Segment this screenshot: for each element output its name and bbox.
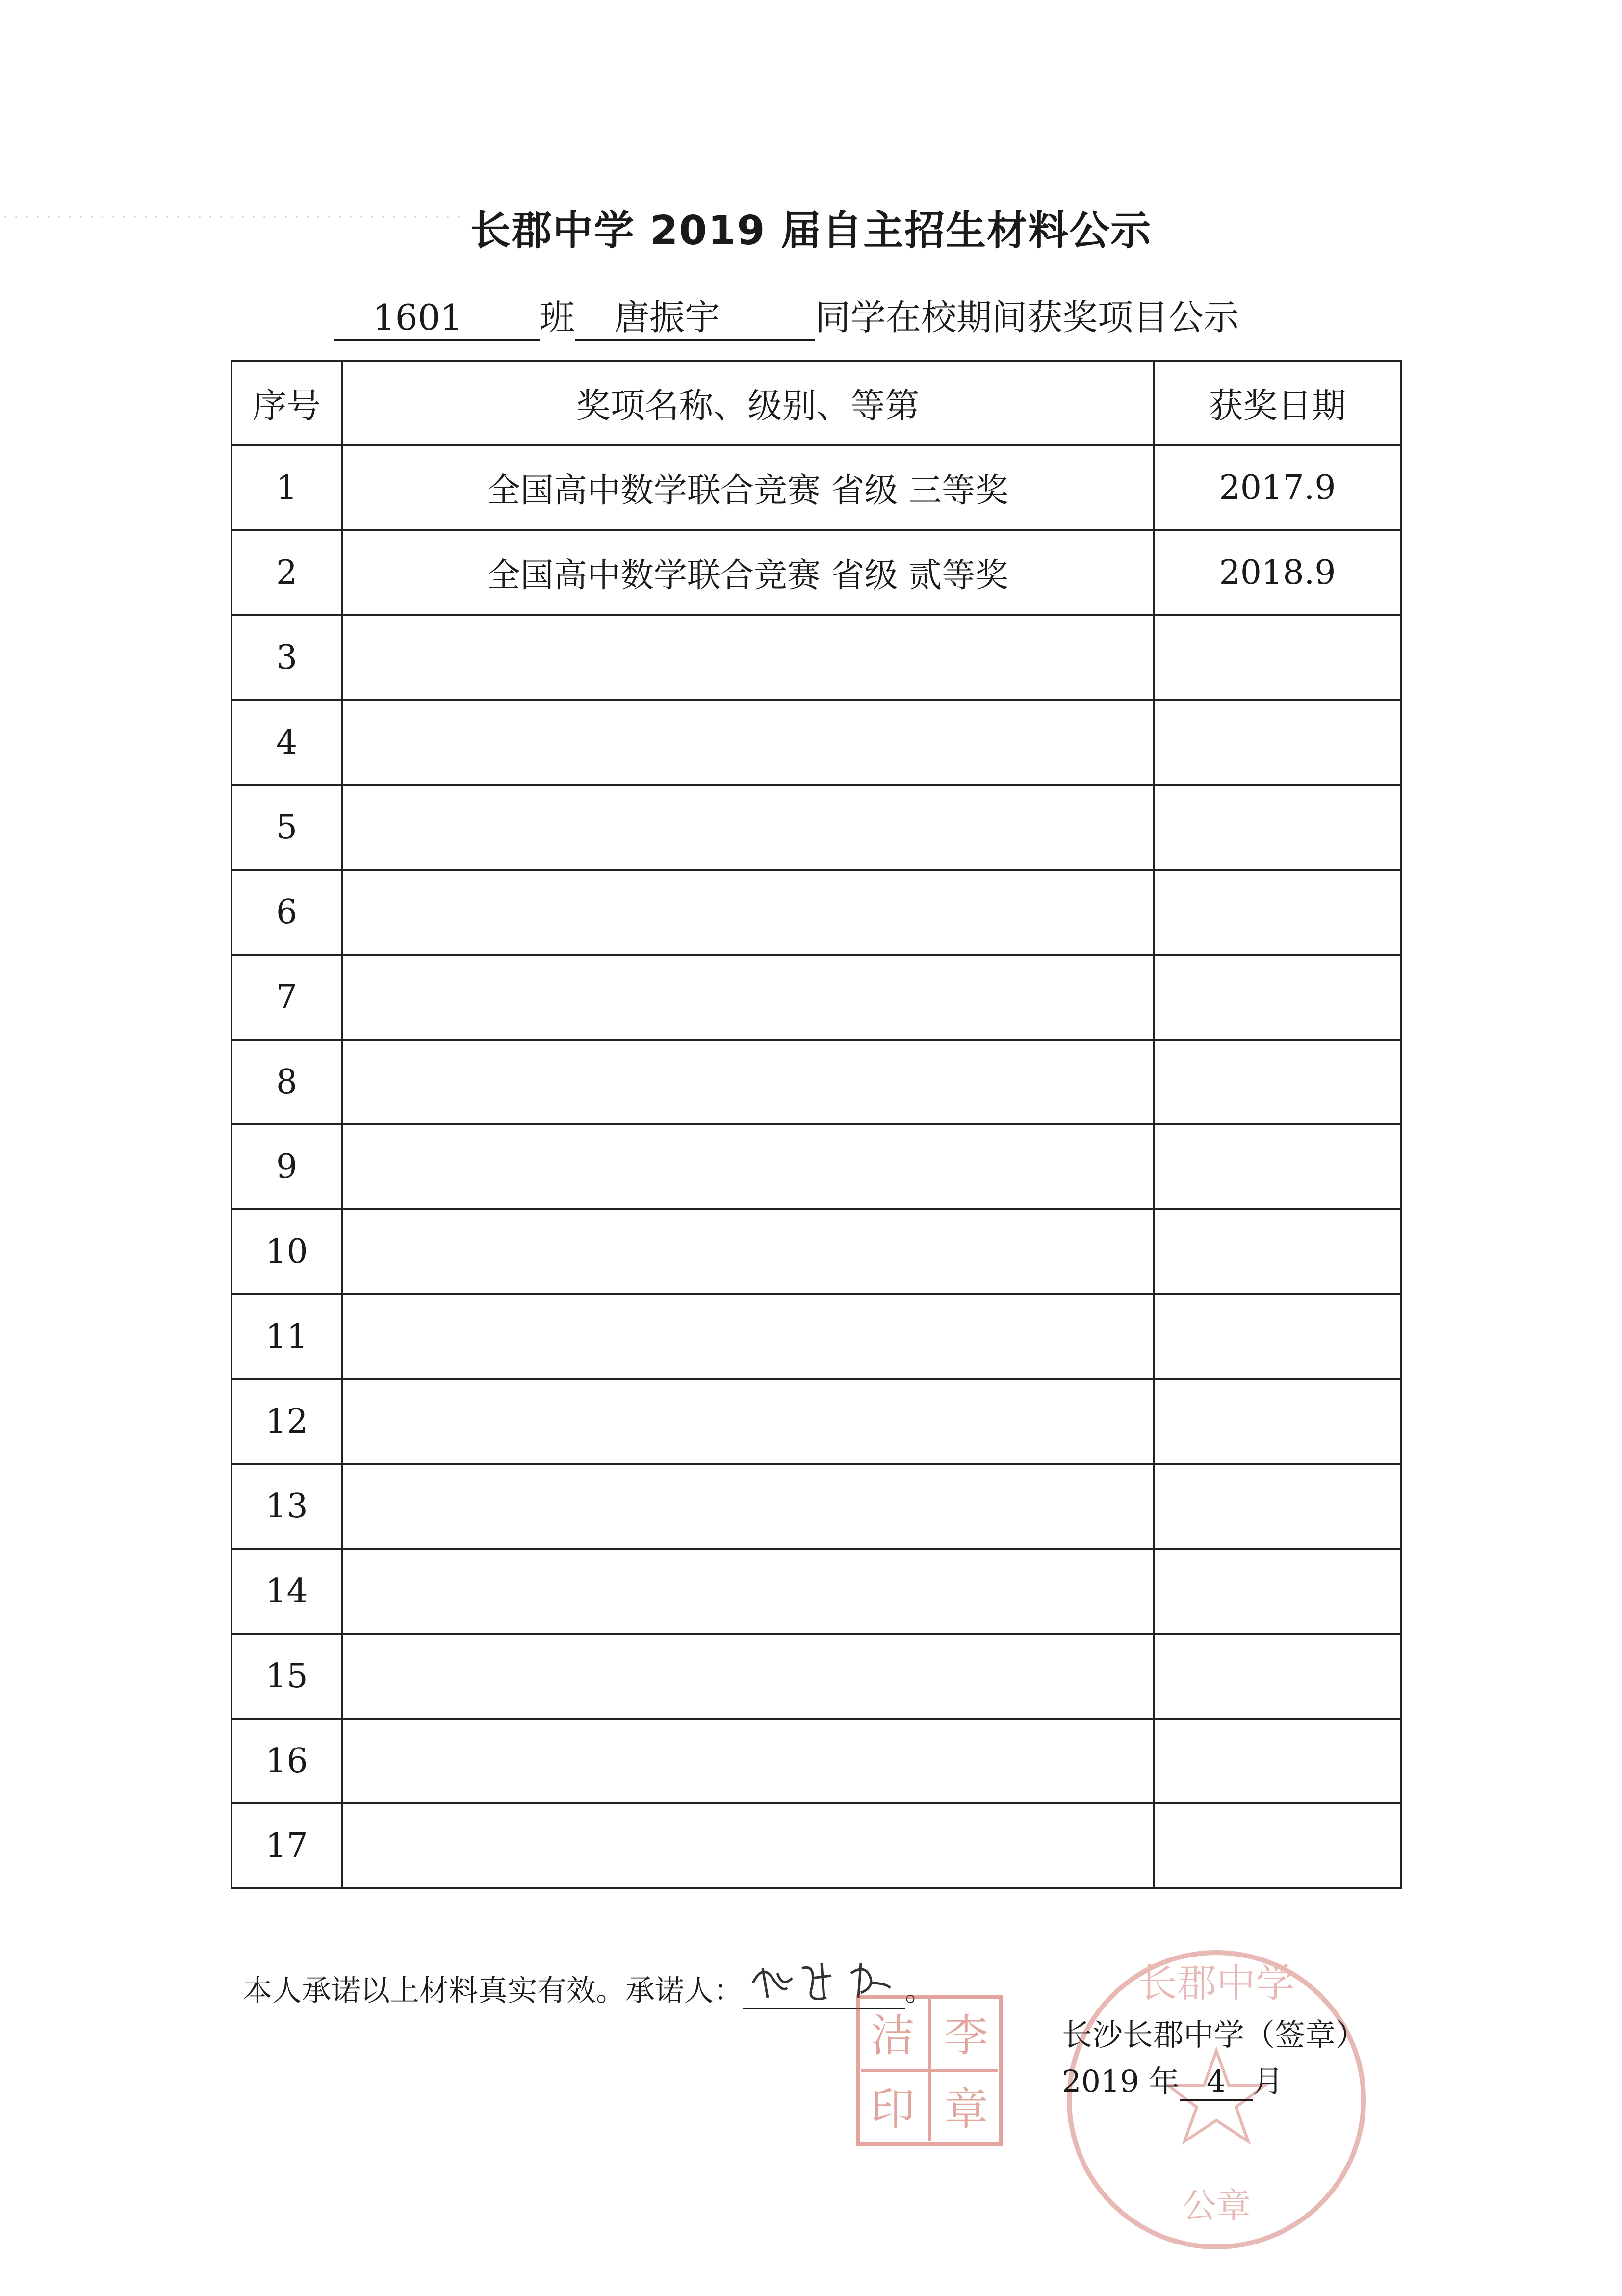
table-row bbox=[232, 615, 1401, 700]
table-row bbox=[232, 1379, 1401, 1464]
row-number: 4 bbox=[232, 700, 342, 785]
table-row bbox=[232, 1040, 1401, 1124]
class-number-field: 1601 bbox=[334, 296, 540, 341]
table-row bbox=[232, 445, 1401, 530]
award-date-cell bbox=[1154, 1124, 1401, 1209]
award-name-cell bbox=[342, 700, 1154, 785]
row-number: 10 bbox=[232, 1209, 342, 1294]
row-number: 13 bbox=[232, 1464, 342, 1549]
row-number: 12 bbox=[232, 1379, 342, 1464]
sign-year: 2019 年 bbox=[1062, 2063, 1180, 2099]
school-signature-label: 长沙长郡中学（签章） bbox=[1062, 2017, 1366, 2053]
header-date: 获奖日期 bbox=[1154, 361, 1401, 445]
table-row bbox=[232, 1803, 1401, 1888]
subtitle-suffix: 同学在校期间获奖项目公示 bbox=[815, 297, 1239, 338]
promise-end: 。 bbox=[905, 1974, 934, 2008]
award-name-cell bbox=[342, 1803, 1154, 1888]
row-number: 17 bbox=[232, 1803, 342, 1888]
table-row bbox=[232, 870, 1401, 955]
header-no: 序号 bbox=[232, 361, 342, 445]
award-name-cell bbox=[342, 1379, 1154, 1464]
award-name-cell bbox=[342, 1124, 1154, 1209]
awards-table bbox=[231, 360, 1402, 1889]
row-number: 5 bbox=[232, 785, 342, 870]
header-award: 奖项名称、级别、等第 bbox=[342, 361, 1154, 445]
award-date-cell bbox=[1154, 870, 1401, 955]
award-name-cell bbox=[342, 955, 1154, 1040]
svg-text:洁: 洁 bbox=[871, 2010, 915, 2061]
row-number: 9 bbox=[232, 1124, 342, 1209]
row-number: 1 bbox=[232, 445, 342, 530]
award-name-cell bbox=[342, 1719, 1154, 1803]
svg-text:公章: 公章 bbox=[1182, 2186, 1251, 2226]
student-name-field: 唐振宇 bbox=[575, 296, 815, 341]
table-row bbox=[232, 785, 1401, 870]
award-date-cell bbox=[1154, 1549, 1401, 1634]
award-date-cell bbox=[1154, 1803, 1401, 1888]
svg-text:李: 李 bbox=[944, 2010, 988, 2061]
row-number: 11 bbox=[232, 1294, 342, 1379]
award-date-cell bbox=[1154, 700, 1401, 785]
table-row bbox=[232, 1464, 1401, 1549]
svg-text:长郡中学: 长郡中学 bbox=[1138, 1960, 1295, 2006]
award-name-cell bbox=[342, 785, 1154, 870]
award-name-cell: 全国高中数学联合竞赛 省级 三等奖 bbox=[342, 445, 1154, 530]
award-date-cell bbox=[1154, 1040, 1401, 1124]
promise-statement bbox=[243, 1967, 934, 2009]
award-date-cell: 2018.9 bbox=[1154, 530, 1401, 615]
award-date-cell bbox=[1154, 1464, 1401, 1549]
award-name-cell bbox=[342, 615, 1154, 700]
document-subtitle bbox=[334, 292, 1239, 341]
sign-month: 4 bbox=[1180, 2064, 1253, 2101]
table-row bbox=[232, 1549, 1401, 1634]
award-date-cell bbox=[1154, 955, 1401, 1040]
row-number: 15 bbox=[232, 1634, 342, 1719]
award-name-cell bbox=[342, 1040, 1154, 1124]
sign-month-label: 月 bbox=[1253, 2063, 1284, 2099]
row-number: 16 bbox=[232, 1719, 342, 1803]
row-number: 7 bbox=[232, 955, 342, 1040]
table-row bbox=[232, 1209, 1401, 1294]
award-name-cell bbox=[342, 870, 1154, 955]
row-number: 14 bbox=[232, 1549, 342, 1634]
award-date-cell bbox=[1154, 1379, 1401, 1464]
award-date-cell: 2017.9 bbox=[1154, 445, 1401, 530]
table-header-row bbox=[232, 361, 1401, 445]
award-date-cell bbox=[1154, 615, 1401, 700]
svg-text:印: 印 bbox=[871, 2084, 915, 2135]
table-row bbox=[232, 1294, 1401, 1379]
row-number: 6 bbox=[232, 870, 342, 955]
row-number: 3 bbox=[232, 615, 342, 700]
table-row bbox=[232, 530, 1401, 615]
sign-date bbox=[1062, 2057, 1284, 2101]
row-number: 8 bbox=[232, 1040, 342, 1124]
table-row bbox=[232, 955, 1401, 1040]
svg-text:章: 章 bbox=[944, 2084, 988, 2135]
table-row bbox=[232, 1719, 1401, 1803]
award-name-cell bbox=[342, 1209, 1154, 1294]
award-date-cell bbox=[1154, 1719, 1401, 1803]
award-date-cell bbox=[1154, 785, 1401, 870]
personal-seal-stamp bbox=[853, 1992, 1005, 2149]
award-name-cell bbox=[342, 1294, 1154, 1379]
award-name-cell bbox=[342, 1549, 1154, 1634]
class-label: 班 bbox=[540, 297, 575, 338]
award-date-cell bbox=[1154, 1634, 1401, 1719]
award-name-cell bbox=[342, 1634, 1154, 1719]
award-date-cell bbox=[1154, 1294, 1401, 1379]
row-number: 2 bbox=[232, 530, 342, 615]
award-date-cell bbox=[1154, 1209, 1401, 1294]
table-row bbox=[232, 700, 1401, 785]
table-row bbox=[232, 1124, 1401, 1209]
promise-text: 本人承诺以上材料真实有效。承诺人： bbox=[243, 1974, 743, 2008]
table-row bbox=[232, 1634, 1401, 1719]
award-name-cell bbox=[342, 1464, 1154, 1549]
award-name-cell: 全国高中数学联合竞赛 省级 贰等奖 bbox=[342, 530, 1154, 615]
document-title: 长郡中学 2019 届自主招生材料公示 bbox=[470, 208, 1152, 254]
